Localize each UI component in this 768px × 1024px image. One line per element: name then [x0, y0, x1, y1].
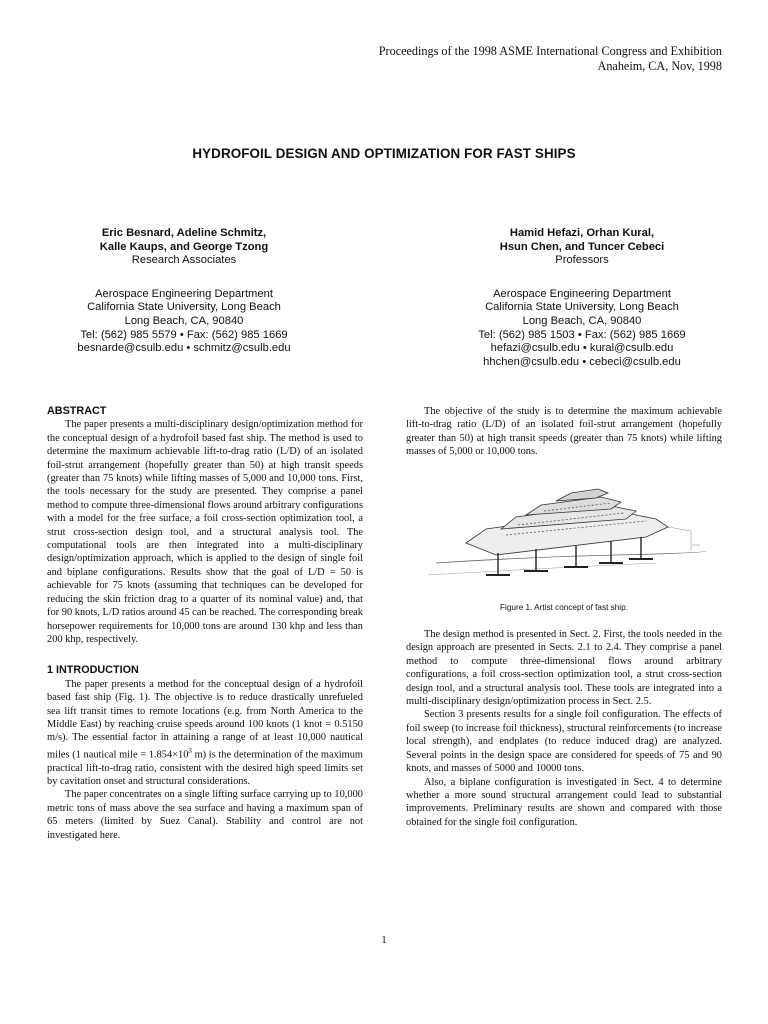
- paper-title: HYDROFOIL DESIGN AND OPTIMIZATION FOR FAST SHIPS: [192, 146, 576, 161]
- intro-p1-text-b: m) is the determination of the maximum practical lift-to-drag ratio, consistent with the desired high speed limits set by cavitation onset and structural considerations.: [47, 749, 364, 788]
- intro-p1-text-a: The paper presents a method for the conceptual design of a hydrofoil based fast ship (Fig. 1). The objective is to reduce drastically unrefueled sea lift transit times to remote locations (e.g. from North America to the Middle East) by reaching cruise speeds around 100 knots (1 knot = 0.5150 m/s). The essential factor in attaining a range of at least 10,000 nautical miles (1 nautical mile = 1.854×10: [47, 678, 363, 761]
- author-names-line-1: Eric Besnard, Adeline Schmitz,: [101, 227, 267, 239]
- abstract-text: The paper presents a multi-disciplinary design/optimization method for the conceptual design of a hydrofoil based fast ship. The method is used to determine the maximum achievable lift-to-drag ratio (L/D) of an isolated foil-strut arrangement (hopefully greater than 50) at high transit speeds (greater than 75 knots) while lifting masses of 5,000 and 10,000 tons. First, the tools necessary for the study are presented. They comprise a panel method to compute three-dimensional flows around arbitrary configurations with a model for the free surface, a foil cross-section optimization tool, a strut cross-section design tool, and a structural analysis tool. The computational tools are then integrated into a multi-disciplinary design/optimization approach, which is applied to the design of single foil and biplane configurations. Results show that the goal of L/D = 50 is achievable for 75 knots (assuming that techniques can be developed for reducing the skin friction drag to a quarter of its nominal value) and, that for 90 knots, L/D ratios around 45 can be reached. The corresponding break horsepower requirements for 10,000 tons are around 130 khp and less than 200 khp, respectively.: [47, 419, 363, 645]
- author-names-line-1: Hamid Hefazi, Orhan Kural,: [509, 227, 655, 239]
- author-department: Aerospace Engineering Department: [95, 287, 273, 300]
- objective-paragraph: The objective of the study is to determine the maximum achievable lift-to-drag ratio (L/D) of an isolated foil-strut arrangement (hopefully greater than 50) at high transit speeds (greater than 75 knots) while lifting masses of 5,000 or 10,000 tons.: [406, 406, 722, 458]
- author-university: California State University, Long Beach: [87, 301, 281, 314]
- author-email: besnarde@csulb.edu • schmitz@csulb.edu: [77, 342, 291, 355]
- fast-ship-figure: [406, 471, 722, 593]
- intro-paragraph-1: [47, 678, 363, 789]
- figure-caption: Figure 1. Artist concept of fast ship.: [500, 602, 628, 612]
- author-role: Research Associates: [131, 254, 237, 267]
- author-email-1: hefazi@csulb.edu • kural@csulb.edu: [490, 342, 674, 355]
- intro-paragraph-2: The paper concentrates on a single lifting surface carrying up to 10,000 metric tons of mass above the sea surface and having a maximum span of 65 meters (limited by Suez Canal). Stability and control are not investigated here.: [47, 789, 363, 841]
- author-university: California State University, Long Beach: [485, 301, 679, 314]
- abstract-heading: ABSTRACT: [47, 405, 107, 417]
- introduction-heading: 1 INTRODUCTION: [47, 664, 139, 677]
- section-3-paragraph: Section 3 presents results for a single foil configuration. The effects of foil sweep (to increase foil thickness), structural reinforcements (to increase local strength), and endplates (to reduce induced drag) are analyzed. Several points in the design space are considered for speeds of 75 and 90 knots, and masses of 5000 and 10000 tons.: [406, 709, 722, 775]
- page-number: 1: [381, 934, 387, 946]
- author-block-right: [432, 227, 732, 369]
- author-city: Long Beach, CA, 90840: [522, 314, 642, 327]
- left-column: [47, 405, 363, 842]
- author-role: Professors: [555, 254, 609, 267]
- intro-p1-superscript: 3: [188, 746, 192, 755]
- ship-illustration: [428, 489, 706, 575]
- proceedings-header: [379, 44, 722, 74]
- author-email-2: hhchen@csulb.edu • cebeci@csulb.edu: [483, 355, 681, 368]
- author-phone-fax: Tel: (562) 985 5579 • Fax: (562) 985 1669: [80, 328, 288, 341]
- author-city: Long Beach, CA, 90840: [124, 314, 244, 327]
- method-paragraph: The design method is presented in Sect. 2. First, the tools needed in the design approach are presented in Sects. 2.1 to 2.4. They comprise a panel method to compute three-dimensional flows around arbitrary configurations, a foil cross-section optimization tool, a strut cross-section design tool, and a structural analysis tool. These tools are integrated into a multi-disciplinary design/optimization process in Sect. 2.5.: [406, 629, 722, 708]
- author-phone-fax: Tel: (562) 985 1503 • Fax: (562) 985 1669: [478, 328, 686, 341]
- header-line-1: Proceedings of the 1998 ASME International Congress and Exhibition: [378, 44, 722, 58]
- author-names-line-2: Hsun Chen, and Tuncer Cebeci: [499, 240, 665, 253]
- author-names-line-2: Kalle Kaups, and George Tzong: [99, 240, 269, 253]
- section-4-paragraph: Also, a biplane configuration is investigated in Sect. 4 to determine whether a more sound structural arrangement could lead to substantial improvements. Preliminary results are shown and compared with those obtained for the single foil configuration.: [406, 776, 722, 828]
- header-line-2: Anaheim, CA, Nov, 1998: [597, 59, 722, 73]
- author-department: Aerospace Engineering Department: [493, 287, 671, 300]
- author-block-left: [34, 227, 334, 356]
- right-column: [406, 405, 722, 829]
